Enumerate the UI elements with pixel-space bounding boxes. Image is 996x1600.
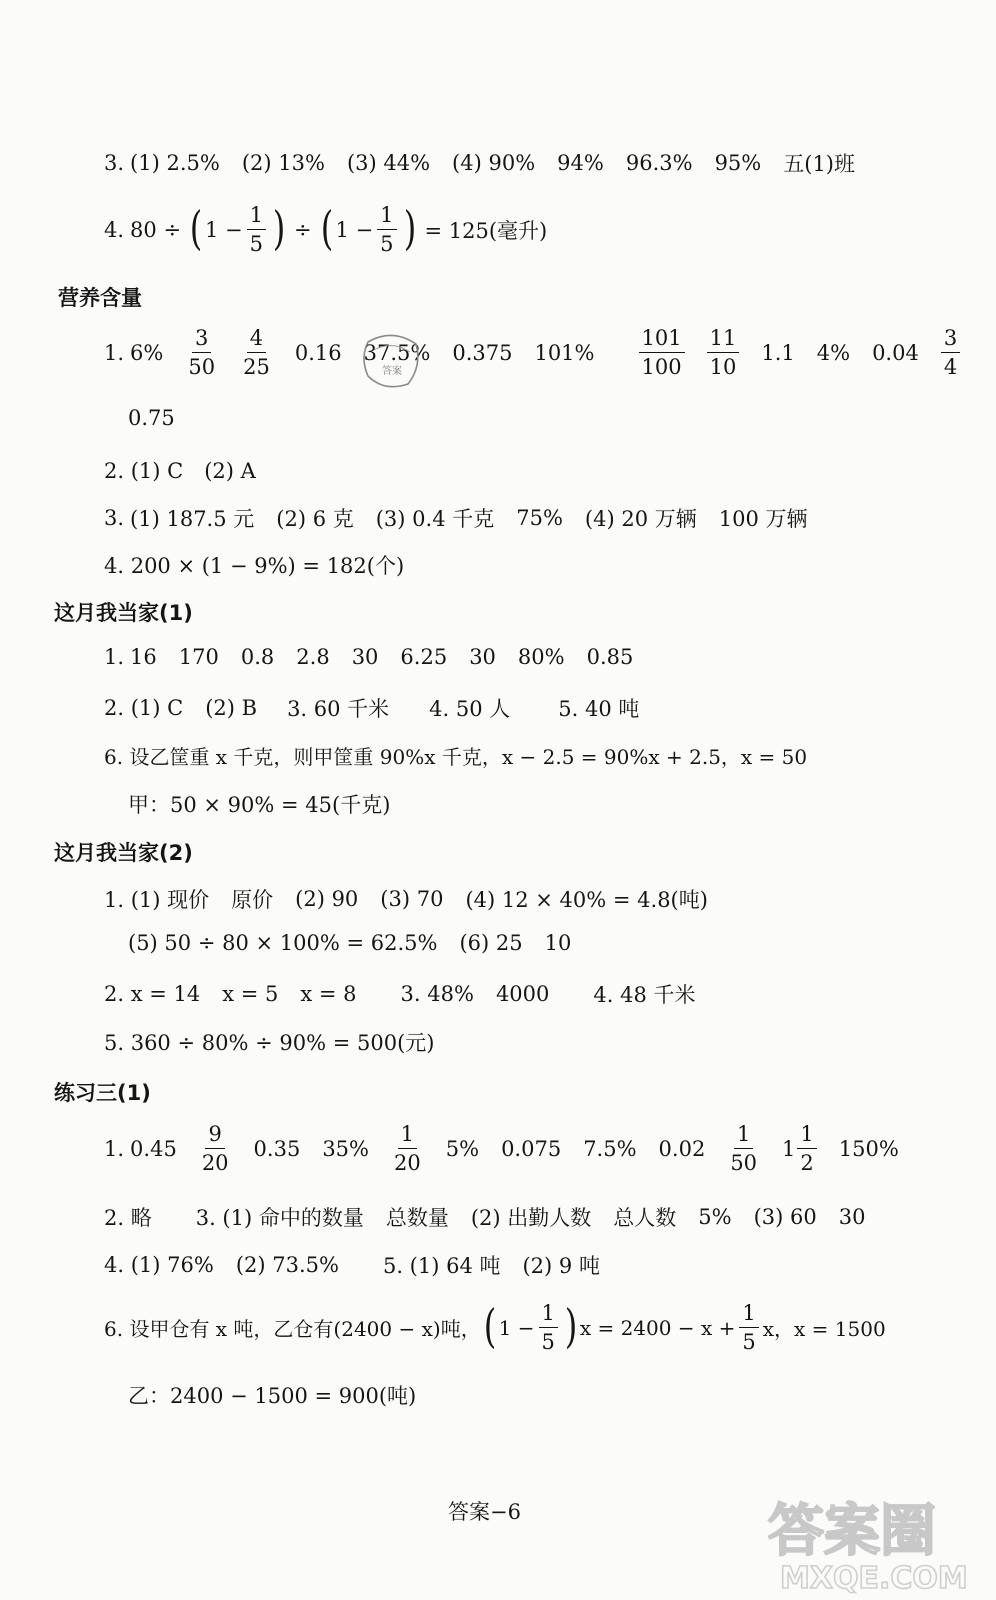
answer-item: 30 [469, 645, 496, 669]
denominator: 5 [541, 1330, 555, 1355]
answer-item: (3) 0.4 千克 [375, 507, 495, 531]
answer-item: 101% [534, 340, 595, 365]
section-title-yingyang: 营养含量 [58, 286, 142, 310]
expr-part: 1 − [335, 217, 374, 242]
expr-part: 1 − [205, 217, 243, 242]
denominator: 50 [730, 1151, 758, 1176]
answer-item: 0.16 [294, 340, 342, 365]
q-num: 1. [104, 1136, 125, 1161]
yingyang-q1 [104, 327, 960, 378]
answer-item: 3. (1) 命中的数量 [195, 1206, 364, 1230]
answer-item: 7.5% [583, 1136, 637, 1161]
answer-item: 16 [130, 645, 157, 669]
yingyang-q2: 2. (1) C (2) A [104, 459, 256, 483]
expr-part: 1 − [498, 1315, 535, 1340]
q-num: 4. [104, 217, 125, 242]
answer-item: (5) 50 ÷ 80 × 100% = 62.5% [128, 931, 438, 955]
answer-item: 170 [178, 645, 219, 669]
zhe1-q2-q5 [104, 693, 661, 723]
numerator: 1 [734, 1123, 753, 1149]
answer-item: 10 [544, 931, 572, 955]
expr-part: ÷ [293, 217, 312, 242]
zhe2-q1 [104, 884, 730, 914]
fraction [727, 1123, 760, 1174]
answer-item: 0.85 [586, 645, 634, 669]
denominator: 5 [249, 232, 264, 257]
answer-item: (2) 13% [241, 151, 325, 175]
answer-item: (3) 60 [753, 1205, 817, 1229]
answer-item: 2. (1) C [104, 696, 184, 720]
lx3-q6-cont: 乙：2400 − 1500 = 900(吨) [128, 1384, 417, 1408]
zhe1-q1 [104, 645, 655, 669]
denominator: 2 [800, 1151, 814, 1176]
q-num: 1. [104, 645, 125, 669]
fraction [639, 327, 685, 378]
answer-item: (2) B [205, 696, 258, 720]
answer-item: 4. (1) 76% [104, 1253, 214, 1277]
paren-left: ( [483, 1298, 496, 1353]
denominator: 20 [201, 1151, 229, 1176]
answer-item: 2. 略 [104, 1206, 152, 1230]
denominator: 25 [243, 355, 270, 380]
answer-item: 总数量 [385, 1206, 449, 1230]
watermark-logo [760, 1488, 990, 1596]
answer-item: 4. 48 千米 [593, 983, 696, 1007]
denominator: 100 [641, 355, 682, 380]
answer-item: 总人数 [613, 1206, 677, 1230]
q-num: 3. [104, 151, 125, 175]
denominator: 20 [394, 1151, 421, 1176]
answer-item: 96.3% [625, 151, 693, 175]
lx3-q6 [104, 1298, 886, 1355]
answer-item: (2) 9 吨 [522, 1254, 600, 1278]
q-num: 1. [104, 340, 125, 365]
answer-item: 5. (1) 64 吨 [382, 1254, 501, 1278]
expr-part: x = 2400 − x + [579, 1315, 736, 1340]
answer-item: (2) 90 [295, 887, 359, 911]
answer-item: 100 万辆 [718, 507, 808, 531]
answer-item: (3) 70 [380, 887, 444, 911]
expr-part: x，x = 1500 [762, 1317, 886, 1342]
answer-item: x = 8 [300, 982, 357, 1006]
watermark-main: 答案圈 [768, 1499, 936, 1564]
answer-item: 1.1 [761, 340, 795, 365]
answer-item: 150% [838, 1136, 899, 1161]
expr-part: 6. 设甲仓有 x 吨，乙仓有(2400 − x)吨， [104, 1317, 481, 1342]
answer-item: x = 5 [222, 982, 279, 1006]
answer-item: 75% [516, 506, 563, 530]
answer-item: 4% [816, 340, 851, 365]
q-num: 3. [104, 506, 125, 530]
answer-item: 2.8 [296, 645, 330, 669]
zhe2-q1-cont [128, 931, 593, 955]
denominator: 50 [188, 355, 216, 380]
answer-item: 4. 50 人 [429, 697, 511, 721]
zhe1-q6: 6. 设乙筐重 x 千克，则甲筐重 90%x 千克，x − 2.5 = 90%x + 2.5，x = 50 [104, 745, 808, 769]
fraction [199, 1123, 232, 1174]
fraction [941, 327, 960, 378]
numerator: 1 [739, 1302, 758, 1328]
answer-item: 5% [698, 1205, 732, 1229]
answer-item: 0.35 [253, 1136, 301, 1161]
answer-item: 原价 [231, 888, 274, 912]
answer-item: (1) 187.5 元 [130, 507, 255, 531]
fraction [739, 1302, 758, 1353]
numerator: 1 [398, 1123, 417, 1149]
numerator: 1 [377, 204, 396, 230]
answer-item: 5% [445, 1136, 480, 1161]
paren-right: ) [564, 1298, 578, 1353]
answer-item: (4) 12 × 40% = 4.8(吨) [465, 888, 708, 912]
numerator: 1 [539, 1302, 558, 1328]
denominator: 4 [943, 355, 958, 380]
denominator: 10 [709, 355, 737, 380]
paren-left: ( [320, 200, 333, 255]
section-title-lx3: 练习三(1) [54, 1081, 151, 1105]
denominator: 5 [742, 1330, 756, 1355]
answer-item: 35% [322, 1136, 369, 1161]
paren-left: ( [189, 200, 203, 255]
lx3-q2-q3 [104, 1202, 888, 1232]
answer-item: (3) 44% [346, 151, 431, 175]
answer-item: 0.8 [240, 645, 275, 669]
fraction [377, 204, 396, 255]
numerator: 3 [941, 327, 960, 353]
fraction [539, 1302, 558, 1353]
yingyang-q4: 4. 200 × (1 − 9%) = 182(个) [104, 554, 405, 578]
answer-item: 3. 60 千米 [287, 697, 390, 721]
numerator: 1 [797, 1123, 816, 1149]
answer-item: 5. 40 吨 [558, 697, 640, 721]
answer-item: (6) 25 [459, 931, 523, 955]
fraction [391, 1123, 424, 1174]
numerator: 1 [247, 204, 266, 230]
paren-right: ) [403, 200, 416, 255]
fraction [185, 327, 218, 378]
answer-item: (2) 6 克 [276, 507, 354, 531]
answer-item: 五(1)班 [783, 152, 855, 176]
answer-item: 4000 [495, 982, 550, 1006]
yingyang-q1-cont: 0.75 [128, 406, 175, 430]
answer-item: 6.25 [400, 645, 448, 669]
answer-item: (4) 20 万辆 [584, 507, 697, 531]
fraction [797, 1123, 816, 1174]
zhe2-q5: 5. 360 ÷ 80% ÷ 90% = 500(元) [104, 1031, 435, 1055]
answer-item: (2) 出勤人数 [470, 1206, 592, 1230]
answer-item: (2) 73.5% [235, 1253, 339, 1277]
answer-item: 1. (1) 现价 [104, 888, 210, 912]
fraction [247, 204, 266, 255]
zhe1-q6-cont: 甲：50 × 90% = 45(千克) [128, 793, 391, 817]
section-title-zhe2: 这月我当家(2) [54, 841, 193, 865]
answer-item: 0.375 [452, 340, 513, 365]
answer-item: 0.075 [501, 1136, 562, 1161]
numerator: 9 [205, 1123, 224, 1149]
expr-part: 80 ÷ [130, 217, 182, 242]
answer-item: 3. 48% [400, 982, 474, 1006]
top-q3 [104, 148, 877, 178]
section-title-zhe1: 这月我当家(1) [54, 601, 193, 625]
yingyang-q3 [104, 503, 830, 533]
lx3-q4-q5 [104, 1250, 622, 1280]
numerator: 4 [247, 327, 266, 353]
answer-item: (1) 2.5% [130, 151, 220, 175]
answer-item: 2. x = 14 [104, 982, 201, 1006]
answer-item: 30 [351, 645, 379, 669]
top-q4 [104, 200, 548, 257]
mixed-whole: 1 [782, 1136, 796, 1161]
answer-item: (4) 90% [452, 151, 536, 175]
fraction [707, 327, 740, 378]
paren-right: ) [272, 200, 286, 255]
answer-item: 0.02 [658, 1136, 706, 1161]
stamp-mark [358, 328, 424, 390]
fraction [240, 327, 273, 378]
zhe2-q2-q4 [104, 979, 718, 1009]
numerator: 101 [639, 327, 685, 353]
answer-item: 37.5% [363, 340, 431, 365]
answer-item: 94% [557, 151, 604, 175]
page-number: 答案−6 [448, 1500, 521, 1524]
stamp-text: 答案 [382, 366, 402, 377]
watermark-sub: MXQE.COM [780, 1561, 968, 1596]
lx3-q1 [104, 1123, 921, 1174]
answer-item: 0.04 [872, 340, 919, 365]
numerator: 3 [192, 327, 211, 353]
numerator: 11 [707, 327, 740, 353]
answer-item: 95% [714, 151, 762, 175]
answer-item: 30 [838, 1205, 866, 1229]
denominator: 5 [380, 232, 394, 257]
answer-item: 6% [130, 340, 164, 365]
expr-part: = 125(毫升) [424, 218, 548, 243]
answer-item: 0.45 [130, 1136, 177, 1161]
answer-item: 80% [517, 645, 565, 669]
